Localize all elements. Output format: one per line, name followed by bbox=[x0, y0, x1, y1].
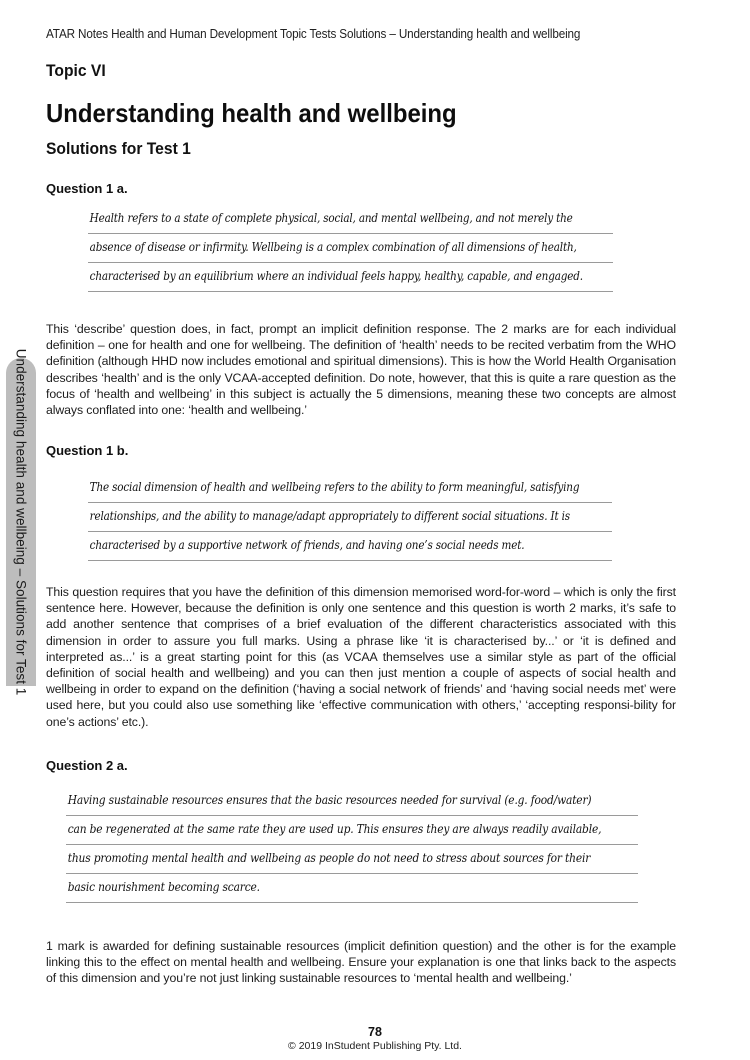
copyright-notice: © 2019 InStudent Publishing Pty. Ltd. bbox=[288, 1040, 462, 1052]
commentary-paragraph: This ‘describe’ question does, in fact, prompt an implicit definition response. The 2 marks are for each individual definition – one for health and one for wellbeing. The definition of ‘health’ needs to be recited verbatim from the WHO definition (although HHD now includes emotional and spiritual dimensions). This is how the World Health Organisation describes ‘health’ and is the only VCAA-accepted definition. Do note, however, that this is quite a rare question as the focus of ‘health and wellbeing’ in this subject is actually the 5 dimensions, meaning these two concepts are almost always conflated into one: ‘health and wellbeing.’ bbox=[46, 322, 676, 418]
answer-line-text: basic nourishment becoming scarce. bbox=[67, 879, 260, 894]
side-tab bbox=[6, 348, 36, 696]
answer-line-text: characterised by a supportive network of friends, and having one’s social needs met. bbox=[89, 537, 525, 552]
answer-line-text: absence of disease or infirmity. Wellbeing is a complex combination of all dimensions of health, bbox=[89, 239, 577, 254]
side-tab-label: Understanding health and wellbeing – Solutions for Test 1 bbox=[13, 348, 29, 696]
question-heading: Question 2 a. bbox=[46, 758, 128, 773]
handwritten-answer bbox=[88, 474, 612, 561]
running-header: ATAR Notes Health and Human Development Topic Tests Solutions – Understanding health and wellbeing bbox=[46, 27, 581, 41]
commentary-paragraph: 1 mark is awarded for defining sustainable resources (implicit definition question) and the other is for the example linking this to the effect on mental health and wellbeing. Ensure your explanation is one that links back to the aspects of this dimension and you’re not just linking sustainable resources to ‘mental health and wellbeing.’ bbox=[46, 939, 676, 986]
question-heading: Question 1 a. bbox=[46, 181, 128, 196]
topic-label: Topic VI bbox=[46, 61, 106, 80]
answer-line bbox=[88, 234, 613, 263]
answer-line bbox=[88, 503, 612, 532]
answer-line-text: Health refers to a state of complete physical, social, and mental wellbeing, and not merely the bbox=[89, 210, 573, 225]
page-title: Understanding health and wellbeing bbox=[46, 98, 457, 128]
answer-line-text: Having sustainable resources ensures that the basic resources needed for survival (e.g. food/water) bbox=[67, 792, 592, 807]
page-number: 78 bbox=[368, 1025, 382, 1039]
answer-line-text: The social dimension of health and wellbeing refers to the ability to form meaningful, satisfying bbox=[89, 479, 580, 494]
handwritten-answer bbox=[88, 205, 613, 292]
answer-line-text: thus promoting mental health and wellbeing as people do not need to stress about sources for their bbox=[67, 850, 591, 865]
handwritten-answer bbox=[66, 787, 638, 903]
section-subtitle: Solutions for Test 1 bbox=[46, 139, 191, 158]
commentary-paragraph: This question requires that you have the definition of this dimension memorised word-for-word – which is only the first sentence here. However, because the definition is only one sentence and this question is worth 2 marks, it’s safe to add another sentence that comprises of a brief evaluation of the different characteristics associated with this dimension in order to assure you full marks. Using a phrase like ‘it is characterised by...’ or ‘it is defined and interpreted as...’ is a great starting point for this (as VCAA themselves use a similar style as part of the official definition of social health and wellbeing) and you can then just mention a couple of aspects of social health and wellbeing in order to expand on the definition (‘having a social network of friends’ and ‘having social needs met’ were used here, but you could also use something like ‘effective communication with others,’ ‘accepting responsi-bility for one’s actions’ etc.). bbox=[46, 585, 676, 729]
answer-line bbox=[66, 816, 638, 845]
answer-line-text: can be regenerated at the same rate they are used up. This ensures they are always readily available, bbox=[67, 821, 602, 836]
answer-line bbox=[88, 263, 613, 292]
question-heading: Question 1 b. bbox=[46, 443, 129, 458]
answer-line bbox=[66, 787, 638, 816]
answer-line bbox=[66, 845, 638, 874]
answer-line bbox=[66, 874, 638, 903]
answer-line bbox=[88, 532, 612, 561]
answer-line bbox=[88, 205, 613, 234]
answer-line-text: relationships, and the ability to manage/adapt appropriately to different social situations. It is bbox=[89, 508, 570, 523]
answer-line bbox=[88, 474, 612, 503]
answer-line-text: characterised by an equilibrium where an individual feels happy, healthy, capable, and engaged. bbox=[89, 268, 583, 283]
